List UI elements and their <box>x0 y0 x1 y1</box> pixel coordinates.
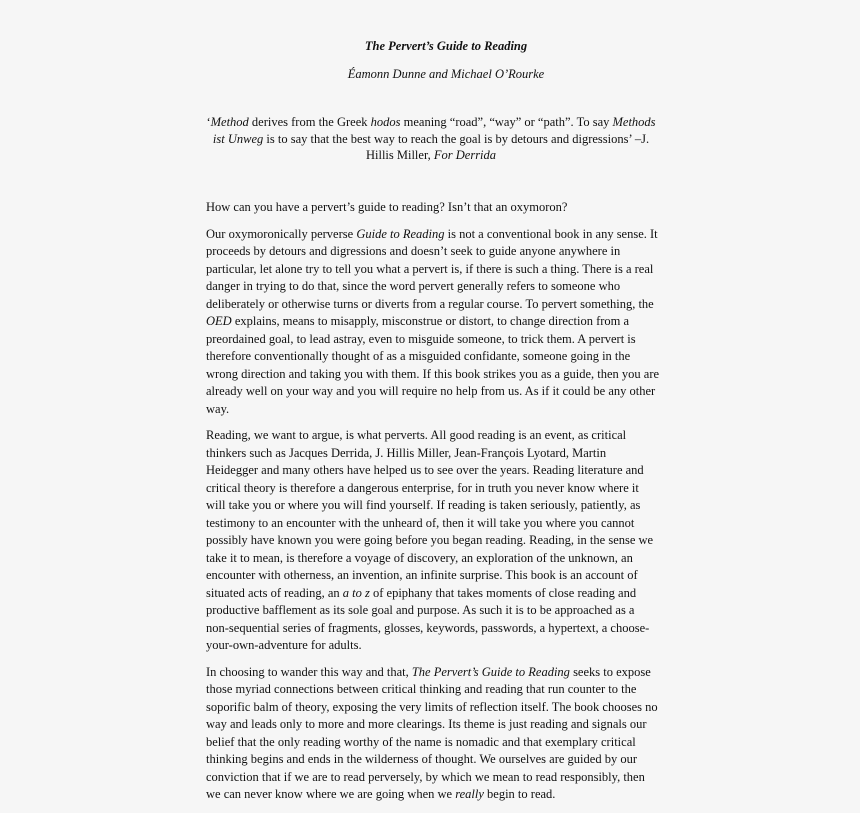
epigraph-italic: hodos <box>370 115 401 129</box>
epigraph-text: meaning “road”, “way” or “path”. To say <box>400 115 613 129</box>
paragraph-text: of epiphany that takes moments of close reading and productive bafflement as its sole goal and purpose. As such it is to be approached as a non-sequential series of fragments, glosses, keywords, passwords, a hypertext, a choose-your-own-adventure for adults. <box>206 585 650 652</box>
paragraph-text: is not a conventional book in any sense. It proceeds by detours and digressions and doesn’t seek to guide anyone anywhere in particular, let alone try to tell you what a pervert is, if there is such a thing. There is a real danger in trying to do that, since the word pervert generally refers to someone who deliberately or otherwise turns or diverts from a regular course. To pervert something, the <box>206 226 658 311</box>
epigraph-text: derives from the Greek <box>248 115 371 129</box>
epigraph-quote <box>205 114 657 164</box>
paragraph-text: In choosing to wander this way and that, <box>206 664 412 679</box>
body-text <box>206 199 660 813</box>
epigraph-text: is to say that the best way to reach the goal is by detours and digressions’ –J. Hillis Miller, <box>263 131 650 162</box>
paragraph-italic: a to z <box>342 585 370 600</box>
document-authors: Éamonn Dunne and Michael O’Rourke <box>347 67 545 81</box>
paragraph-text: seeks to expose those myriad connections between critical thinking and reading that run counter to the soporific balm of theory, exposing the very limits of reflection itself. The book chooses no way and leads only to more and more clearings. Its theme is just reading and signals our belief that the only reading worthy of the name is nomadic and that exemplary critical thinking begins and ends in the wilderness of thought. We ourselves are guided by our conviction that if we are to read perversely, by which we mean to read responsibly, then we can never know where we are going when we <box>206 664 658 801</box>
epigraph-text: ‘ <box>206 115 211 129</box>
paragraph-italic: Guide to Reading <box>356 226 445 241</box>
document-title: The Pervert’s Guide to Reading <box>364 39 528 53</box>
paragraph-3 <box>206 664 660 804</box>
paragraph-italic: really <box>455 787 484 801</box>
paragraph-text: Reading, we want to argue, is what perverts. All good reading is an event, as critical thinkers such as Jacques Derrida, J. Hillis Miller, Jean-François Lyotard, Martin Heidegger and many others have helped us to see over the years. Reading literature and critical theory is therefore a dangerous enterprise, for in truth you never know where it will take you or where you will find yourself. If reading is taken seriously, patiently, as testimony to an encounter with the unheard of, then it will take you where you cannot possibly have known you were going before you began reading. Reading, in the sense we take it to mean, is therefore a voyage of discovery, an exploration of the unknown, an encounter with otherness, an invention, an infinite surprise. This book is an account of situated acts of reading, an <box>206 428 654 600</box>
paragraph-text: Our oxymoronically perverse <box>206 226 357 241</box>
paragraph-italic: The Pervert’s Guide to Reading <box>411 664 570 679</box>
epigraph-italic: Methods ist Unweg <box>212 115 656 146</box>
epigraph-source-title: For Derrida <box>433 148 497 162</box>
paragraph-text: explains, means to misapply, misconstrue or distort, to change direction from a preordained goal, to lead astray, even to misguide someone, to trick them. A pervert is therefore conventionally thought of as a misguided confidante, someone going in the wrong direction and taking you with them. If this book strikes you as a guide, then you are already well on your way and you will require no help from us. As if it could be any other way. <box>206 314 660 416</box>
paragraph-italic: OED <box>206 314 232 328</box>
epigraph-italic: Method <box>210 115 249 129</box>
opening-question: How can you have a pervert’s guide to reading? Isn’t that an oxymoron? <box>206 200 568 214</box>
paragraph-2 <box>206 427 660 655</box>
paragraph-text: begin to read. <box>483 787 556 801</box>
paragraph-1 <box>206 226 660 419</box>
